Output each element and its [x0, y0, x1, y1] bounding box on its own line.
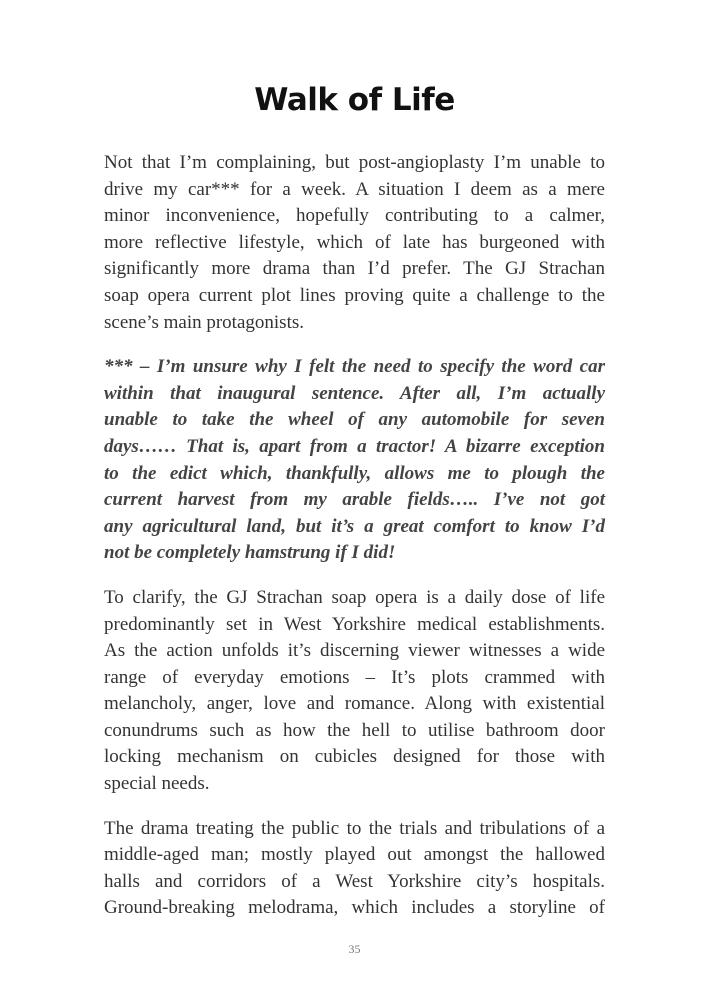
text-line: *** – I’m unsure why I felt the need to specify the word car	[104, 356, 605, 378]
text-line: As the action unfolds it’s discerning viewer witnesses a wide	[104, 640, 605, 662]
text-line: significantly more drama than I’d prefer. The GJ Strachan	[104, 258, 605, 280]
text-line: conundrums such as how the hell to utilise bathroom door	[104, 719, 605, 741]
paragraph	[104, 585, 605, 798]
text-line: The drama treating the public to the trials and tribulations of a	[104, 817, 605, 839]
page-title: Walk of Life	[254, 82, 455, 118]
text-line: scene’s main protagonists.	[104, 311, 304, 333]
text-line: predominantly set in West Yorkshire medical establishments.	[104, 613, 605, 635]
text-line: more reflective lifestyle, which of late has burgeoned with	[104, 231, 605, 253]
text-line: any agricultural land, but it’s a great comfort to know I’d	[104, 515, 605, 537]
text-line: current harvest from my arable fields….. I’ve not got	[104, 489, 605, 511]
text-line: unable to take the wheel of any automobile for seven	[104, 409, 605, 431]
text-line: middle-aged man; mostly played out amongst the hallowed	[104, 844, 605, 866]
text-line: not be completely hamstrung if I did!	[104, 542, 396, 564]
text-line: drive my car*** for a week. A situation I deem as a mere	[104, 178, 605, 200]
document-body	[104, 150, 605, 940]
text-line: range of everyday emotions – It’s plots crammed with	[104, 666, 605, 688]
text-line: days…… That is, apart from a tractor! A bizarre exception	[104, 435, 605, 457]
text-line: soap opera current plot lines proving quite a challenge to the	[104, 284, 605, 306]
text-line: To clarify, the GJ Strachan soap opera is a daily dose of life	[104, 586, 605, 608]
text-line: halls and corridors of a West Yorkshire city’s hospitals.	[104, 870, 605, 892]
text-line: special needs.	[104, 773, 210, 795]
text-line: Ground-breaking melodrama, which includes a storyline of	[104, 897, 605, 919]
text-line: Not that I’m complaining, but post-angioplasty I’m unable to	[104, 152, 605, 173]
text-line: within that inaugural sentence. After all, I’m actually	[104, 382, 605, 404]
text-line: locking mechanism on cubicles designed for those with	[104, 746, 605, 768]
page-number: 35	[348, 942, 361, 956]
footnote-paragraph	[104, 354, 605, 567]
paragraph	[104, 150, 605, 336]
text-line: melancholy, anger, love and romance. Along with existential	[104, 693, 605, 715]
text-line: to the edict which, thankfully, allows me to plough the	[104, 462, 605, 484]
paragraph	[104, 816, 605, 922]
text-line: minor inconvenience, hopefully contributing to a calmer,	[104, 205, 605, 227]
